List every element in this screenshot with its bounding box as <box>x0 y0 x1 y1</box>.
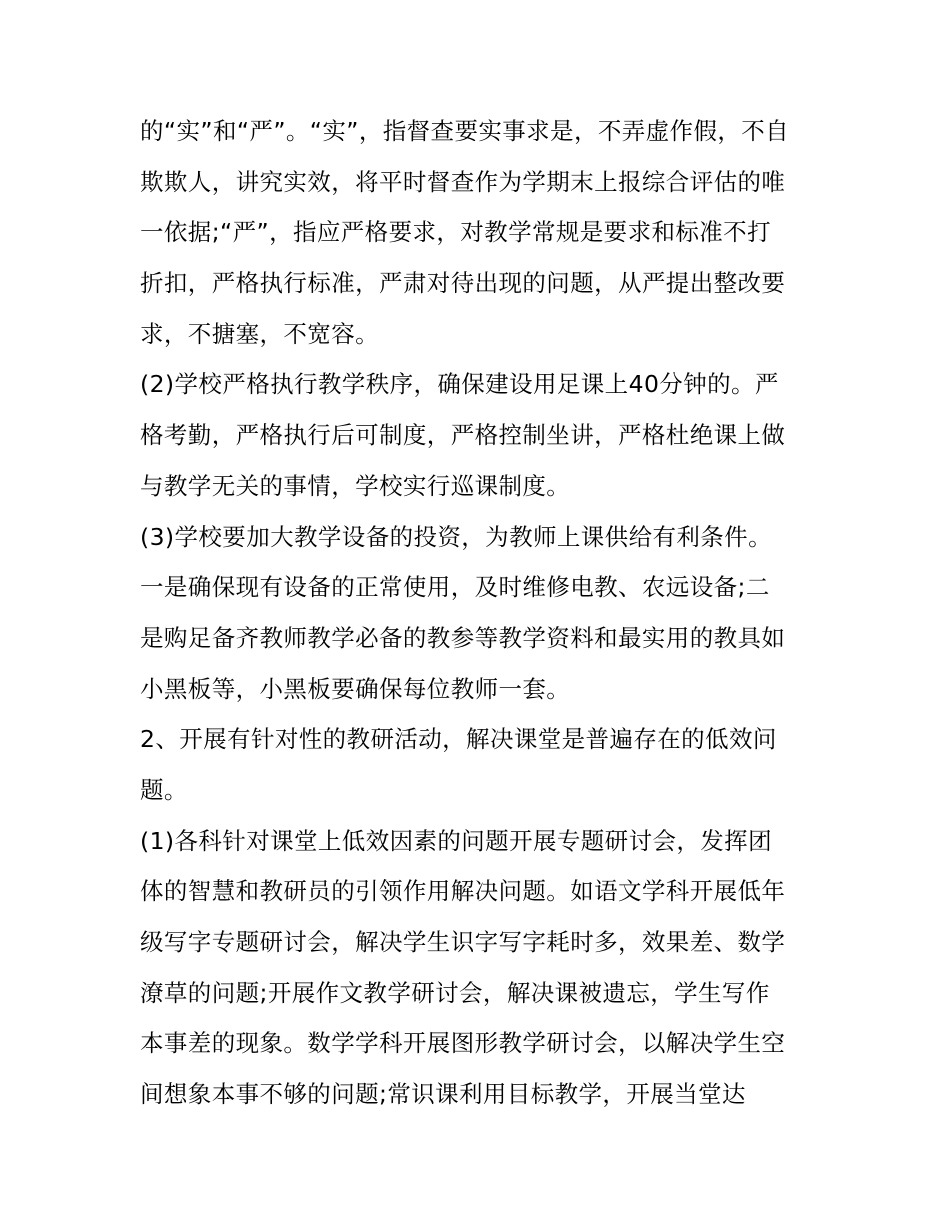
text-line: 一是确保现有设备的正常使用，及时维修电教、农远设备;二 <box>140 573 770 602</box>
text-line: 题。 <box>140 775 188 804</box>
text-line: 2、开展有针对性的教研活动，解决课堂是普遍存在的低效问 <box>140 725 777 754</box>
text-line: 是购足备齐教师教学必备的教参等教学资料和最实用的教具如 <box>140 623 786 652</box>
text-line: 潦草的问题;开展作文教学研讨会，解决课被遗忘，学生写作 <box>140 978 770 1007</box>
text-line: (1)各科针对课堂上低效因素的问题开展专题研讨会，发挥团 <box>140 826 772 855</box>
text-line: (3)学校要加大教学设备的投资，为教师上课供给有利条件。 <box>140 522 772 551</box>
text-line: 间想象本事不够的问题;常识课利用目标教学，开展当堂达 <box>140 1080 746 1109</box>
text-line: 格考勤，严格执行后可制度，严格控制坐讲，严格杜绝课上做 <box>140 421 786 450</box>
text-line: 欺欺人，讲究实效，将平时督查作为学期末上报综合评估的唯 <box>140 167 786 196</box>
text-line: 与教学无关的事情，学校实行巡课制度。 <box>140 471 571 500</box>
text-line: 折扣，严格执行标准，严肃对待出现的问题，从严提出整改要 <box>140 269 786 298</box>
text-line: 小黑板等，小黑板要确保每位教师一套。 <box>140 674 571 703</box>
text-line: 的“实”和“严”。“实”，指督查要实事求是，不弄虚作假，不自 <box>140 117 790 145</box>
text-line: 体的智慧和教研员的引领作用解决问题。如语文学科开展低年 <box>140 877 786 906</box>
text-line: 求，不搪塞，不宽容。 <box>140 319 379 348</box>
text-line: (2)学校严格执行教学秩序，确保建设用足课上40分钟的。严 <box>140 370 779 399</box>
text-line: 级写字专题研讨会，解决学生识字写字耗时多，效果差、数学 <box>140 928 786 956</box>
document-body <box>140 106 820 1120</box>
text-line: 一依据;“严”，指应严格要求，对教学常规是要求和标准不打 <box>140 218 771 247</box>
text-line: 本事差的现象。数学学科开展图形教学研讨会，以解决学生空 <box>140 1029 786 1058</box>
